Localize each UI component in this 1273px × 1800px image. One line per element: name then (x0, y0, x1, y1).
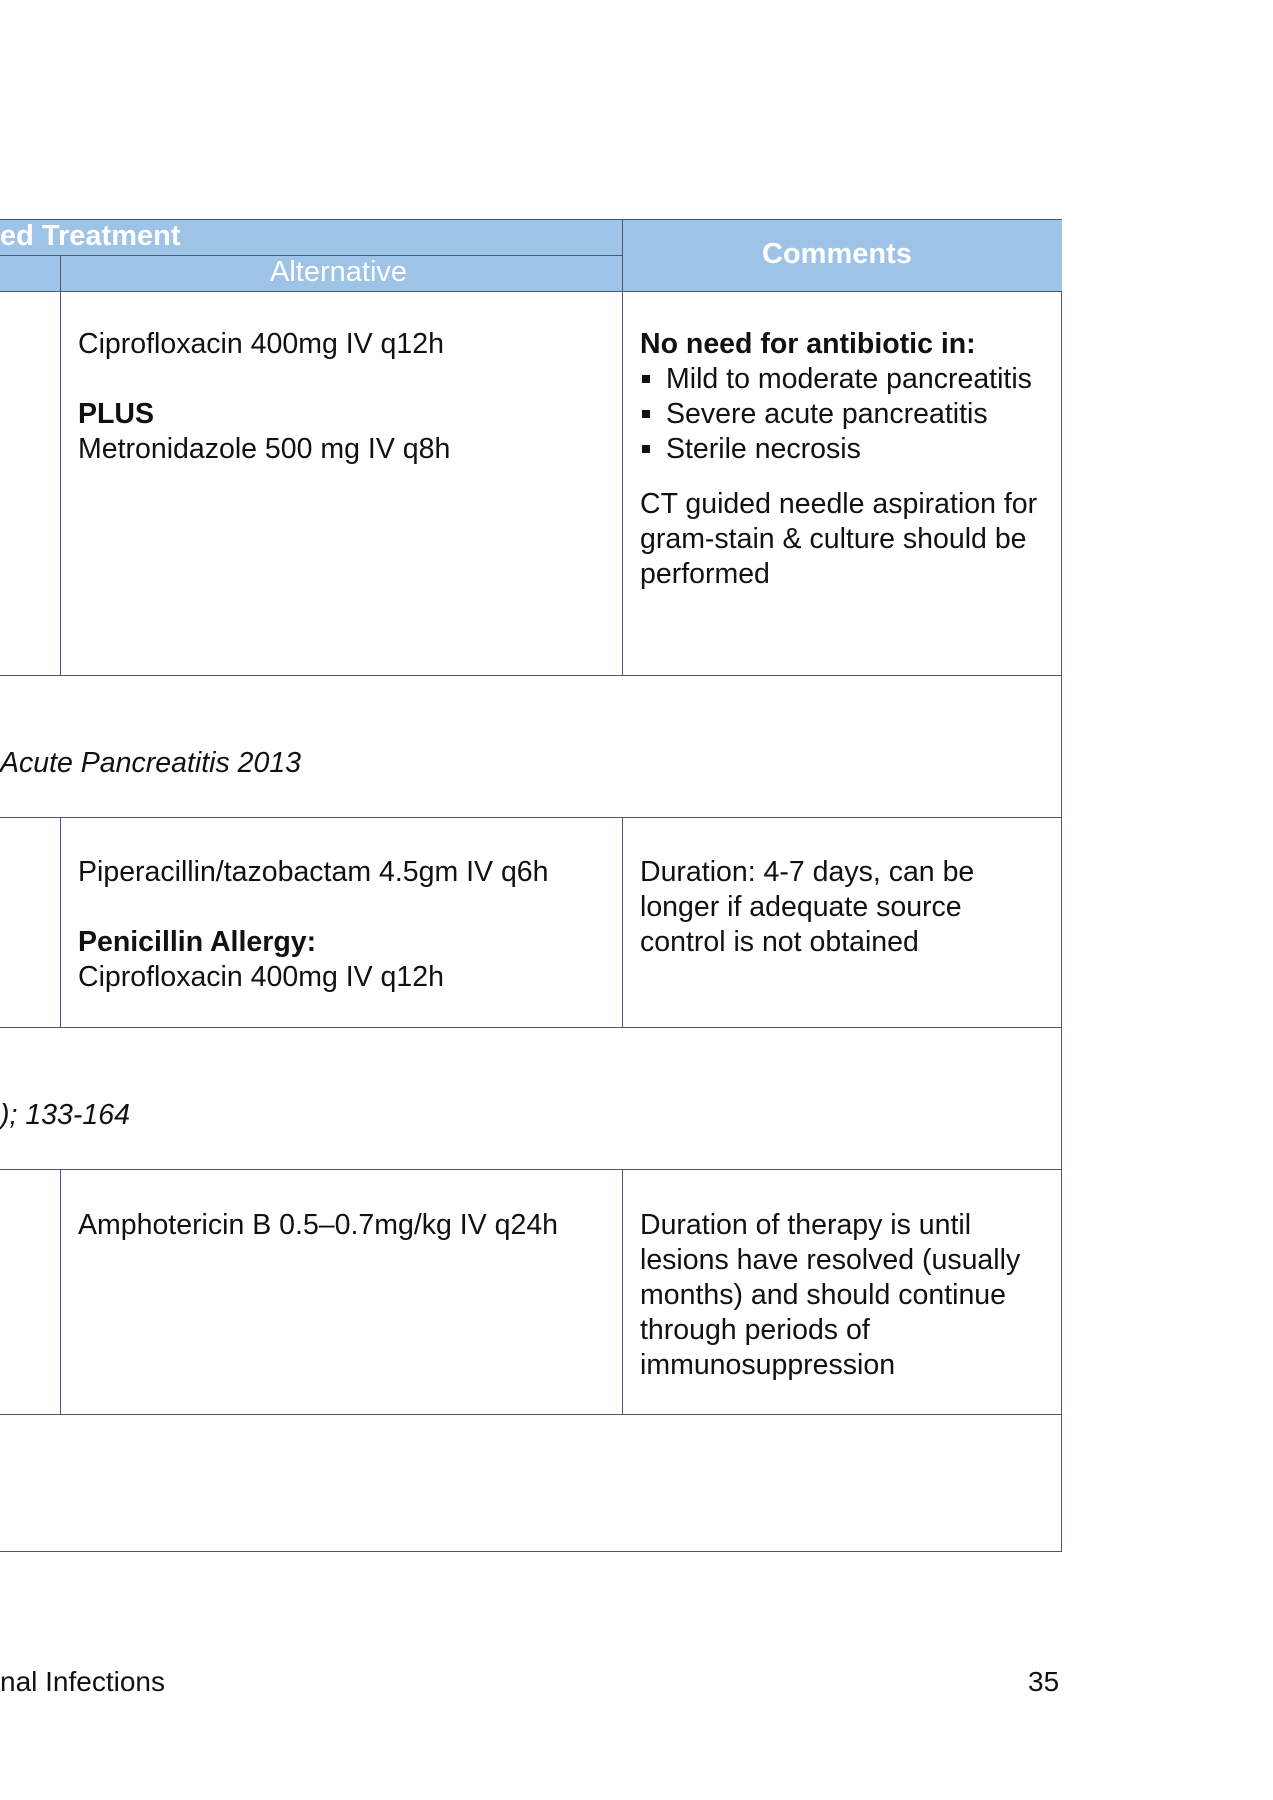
row3-alt-line1: Amphotericin B 0.5–0.7mg/kg IV q24h (78, 1209, 559, 1241)
row2-right-divider (622, 817, 623, 1027)
header-bottom-border (0, 291, 1062, 292)
row2-comments-cell (640, 855, 1020, 960)
table-top-border (0, 219, 1062, 220)
footer-page-number: 35 (1028, 1666, 1060, 1697)
row1-comments-list (640, 362, 1050, 467)
ref1-bottom-border (0, 817, 1062, 818)
header-alternative-label: Alternative (270, 256, 408, 288)
header-sub-divider (0, 255, 622, 256)
row1-alternative-cell (78, 327, 608, 467)
ref2-bottom-border (0, 1169, 1062, 1170)
row1-alt-line2: Metronidazole 500 mg IV q8h (78, 433, 451, 465)
row3-left-divider (60, 1169, 61, 1414)
row2-reference: ); 133-164 (0, 1099, 130, 1131)
list-item: Mild to moderate pancreatitis (640, 362, 1050, 397)
header-treatment-label: ed Treatment (0, 220, 181, 252)
row3-comments-cell (640, 1208, 1040, 1383)
row1-comments-note: CT guided needle aspiration for gram-stain & culture should be performed (640, 488, 1038, 590)
row2-alt-line2: Ciprofloxacin 400mg IV q12h (78, 961, 444, 993)
list-item: Severe acute pancreatitis (640, 397, 1050, 432)
row2-comments-text: Duration: 4-7 days, can be longer if adequate source control is not obtained (640, 856, 975, 958)
header-comments-divider (622, 219, 623, 291)
row3-comments-text: Duration of therapy is until lesions have resolved (usually months) and should continue through periods of immunosuppression (640, 1209, 1021, 1381)
treatment-table (0, 219, 1062, 1552)
row1-reference: Acute Pancreatitis 2013 (0, 747, 302, 779)
table-bottom-border (0, 1551, 1062, 1552)
row2-alternative-cell (78, 855, 608, 995)
row1-bottom-border (0, 675, 1062, 676)
list-item: Sterile necrosis (640, 432, 1050, 467)
header-alt-divider (60, 255, 61, 291)
row2-bottom-border (0, 1027, 1062, 1028)
row1-left-divider (60, 291, 61, 675)
row1-comments-heading: No need for antibiotic in: (640, 328, 976, 360)
row3-bottom-border (0, 1414, 1062, 1415)
footer-section-title: nal Infections (0, 1666, 165, 1697)
row1-alt-plus: PLUS (78, 398, 155, 430)
row2-alt-line1: Piperacillin/tazobactam 4.5gm IV q6h (78, 856, 549, 888)
row2-alt-allergy-label: Penicillin Allergy: (78, 926, 317, 958)
header-comments-label: Comments (762, 238, 912, 270)
row1-comments-cell (640, 327, 1050, 592)
row1-right-divider (622, 291, 623, 675)
row3-alternative-cell (78, 1208, 618, 1243)
row1-alt-line1: Ciprofloxacin 400mg IV q12h (78, 328, 444, 360)
row2-left-divider (60, 817, 61, 1027)
row3-right-divider (622, 1169, 623, 1414)
